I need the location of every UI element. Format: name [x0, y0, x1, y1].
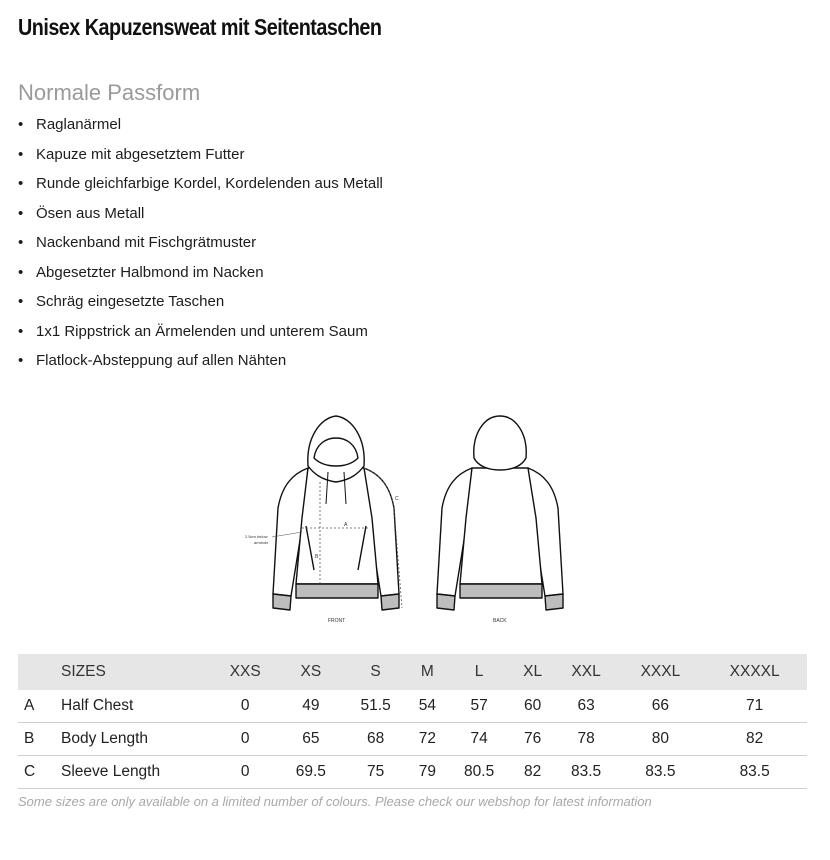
table-cell: 65: [278, 723, 343, 756]
table-cell: 75: [343, 756, 408, 789]
list-item: [18, 230, 383, 260]
table-cell: 69.5: [278, 756, 343, 789]
table-cell: 68: [343, 723, 408, 756]
table-header-cell: M: [408, 654, 447, 690]
bullet-icon: •: [18, 352, 24, 369]
feature-text: Flatlock-Absteppung auf allen Nähten: [36, 352, 287, 369]
table-cell: 83.5: [702, 756, 807, 789]
hoodie-front-icon: [273, 416, 399, 610]
table-cell: 80: [618, 723, 702, 756]
bullet-icon: •: [18, 263, 24, 281]
bullet-icon: •: [18, 204, 24, 222]
list-item: [18, 201, 383, 231]
bullet-icon: •: [18, 322, 24, 340]
table-header-row: [18, 654, 807, 690]
table-cell: 60: [512, 690, 554, 723]
hoodie-back-icon: [437, 416, 563, 610]
table-cell: 0: [212, 756, 278, 789]
table-cell: 80.5: [447, 756, 512, 789]
product-title: Unisex Kapuzensweat mit Seitentaschen: [18, 14, 382, 40]
table-cell: 78: [554, 723, 619, 756]
table-cell: 0: [212, 690, 278, 723]
availability-note: Some sizes are only available on a limited number of colours. Please check our webshop for latest information: [18, 794, 652, 809]
table-cell: 71: [702, 690, 807, 723]
table-header-cell: XXXL: [618, 654, 702, 690]
table-cell: 51.5: [343, 690, 408, 723]
back-label: BACK: [493, 618, 507, 624]
table-cell: 79: [408, 756, 447, 789]
table-header-cell: XXXXL: [702, 654, 807, 690]
marker-a: A: [344, 522, 348, 528]
row-name: Half Chest: [55, 690, 212, 723]
feature-text: Raglanärmel: [36, 116, 122, 133]
row-code: C: [18, 756, 55, 789]
table-header-cell: [18, 654, 55, 690]
marker-b: B: [315, 554, 319, 560]
table-row: [18, 690, 807, 723]
table-header-cell: XXS: [212, 654, 278, 690]
table-cell: 82: [512, 756, 554, 789]
feature-text: 1x1 Rippstrick an Ärmelenden und unterem Saum: [36, 322, 368, 340]
table-header-cell: XS: [278, 654, 343, 690]
bullet-icon: •: [18, 175, 24, 192]
table-header-cell: S: [343, 654, 408, 690]
table-cell: 72: [408, 723, 447, 756]
table-cell: 49: [278, 690, 343, 723]
list-item: [18, 260, 383, 290]
list-item: [18, 319, 383, 349]
feature-text: Schräg eingesetzte Taschen: [36, 293, 225, 310]
marker-c: C: [395, 496, 399, 502]
bullet-icon: •: [18, 116, 24, 133]
table-cell: 54: [408, 690, 447, 723]
table-cell: 76: [512, 723, 554, 756]
feature-list: [18, 112, 383, 378]
armhole-note-line1: 2.5cm below: [245, 534, 268, 539]
bullet-icon: •: [18, 293, 24, 310]
list-item: [18, 348, 383, 378]
row-name: Body Length: [55, 723, 212, 756]
table-row: [18, 756, 807, 789]
feature-text: Ösen aus Metall: [36, 204, 145, 222]
list-item: [18, 112, 383, 142]
fit-heading: Normale Passform: [18, 80, 201, 105]
table-cell: 66: [618, 690, 702, 723]
feature-text: Abgesetzter Halbmond im Nacken: [36, 263, 264, 281]
bullet-icon: •: [18, 145, 24, 163]
table-cell: 63: [554, 690, 619, 723]
feature-text: Nackenband mit Fischgrätmuster: [36, 234, 257, 251]
size-table: [18, 654, 807, 789]
table-cell: 0: [212, 723, 278, 756]
table-cell: 82: [702, 723, 807, 756]
hoodie-technical-drawing: [240, 408, 590, 628]
bullet-icon: •: [18, 234, 24, 251]
list-item: [18, 142, 383, 172]
table-header-cell: L: [447, 654, 512, 690]
feature-text: Runde gleichfarbige Kordel, Kordelenden aus Metall: [36, 175, 383, 192]
armhole-note-line2: armhole: [254, 540, 269, 545]
list-item: [18, 289, 383, 319]
list-item: [18, 171, 383, 201]
table-header-cell: XXL: [554, 654, 619, 690]
feature-text: Kapuze mit abgesetztem Futter: [36, 145, 245, 163]
row-name: Sleeve Length: [55, 756, 212, 789]
front-label: FRONT: [328, 618, 346, 624]
table-cell: 83.5: [554, 756, 619, 789]
table-cell: 74: [447, 723, 512, 756]
table-cell: 83.5: [618, 756, 702, 789]
row-code: A: [18, 690, 55, 723]
table-row: [18, 723, 807, 756]
table-header-cell: XL: [512, 654, 554, 690]
table-header-cell: SIZES: [55, 654, 212, 690]
table-cell: 57: [447, 690, 512, 723]
row-code: B: [18, 723, 55, 756]
